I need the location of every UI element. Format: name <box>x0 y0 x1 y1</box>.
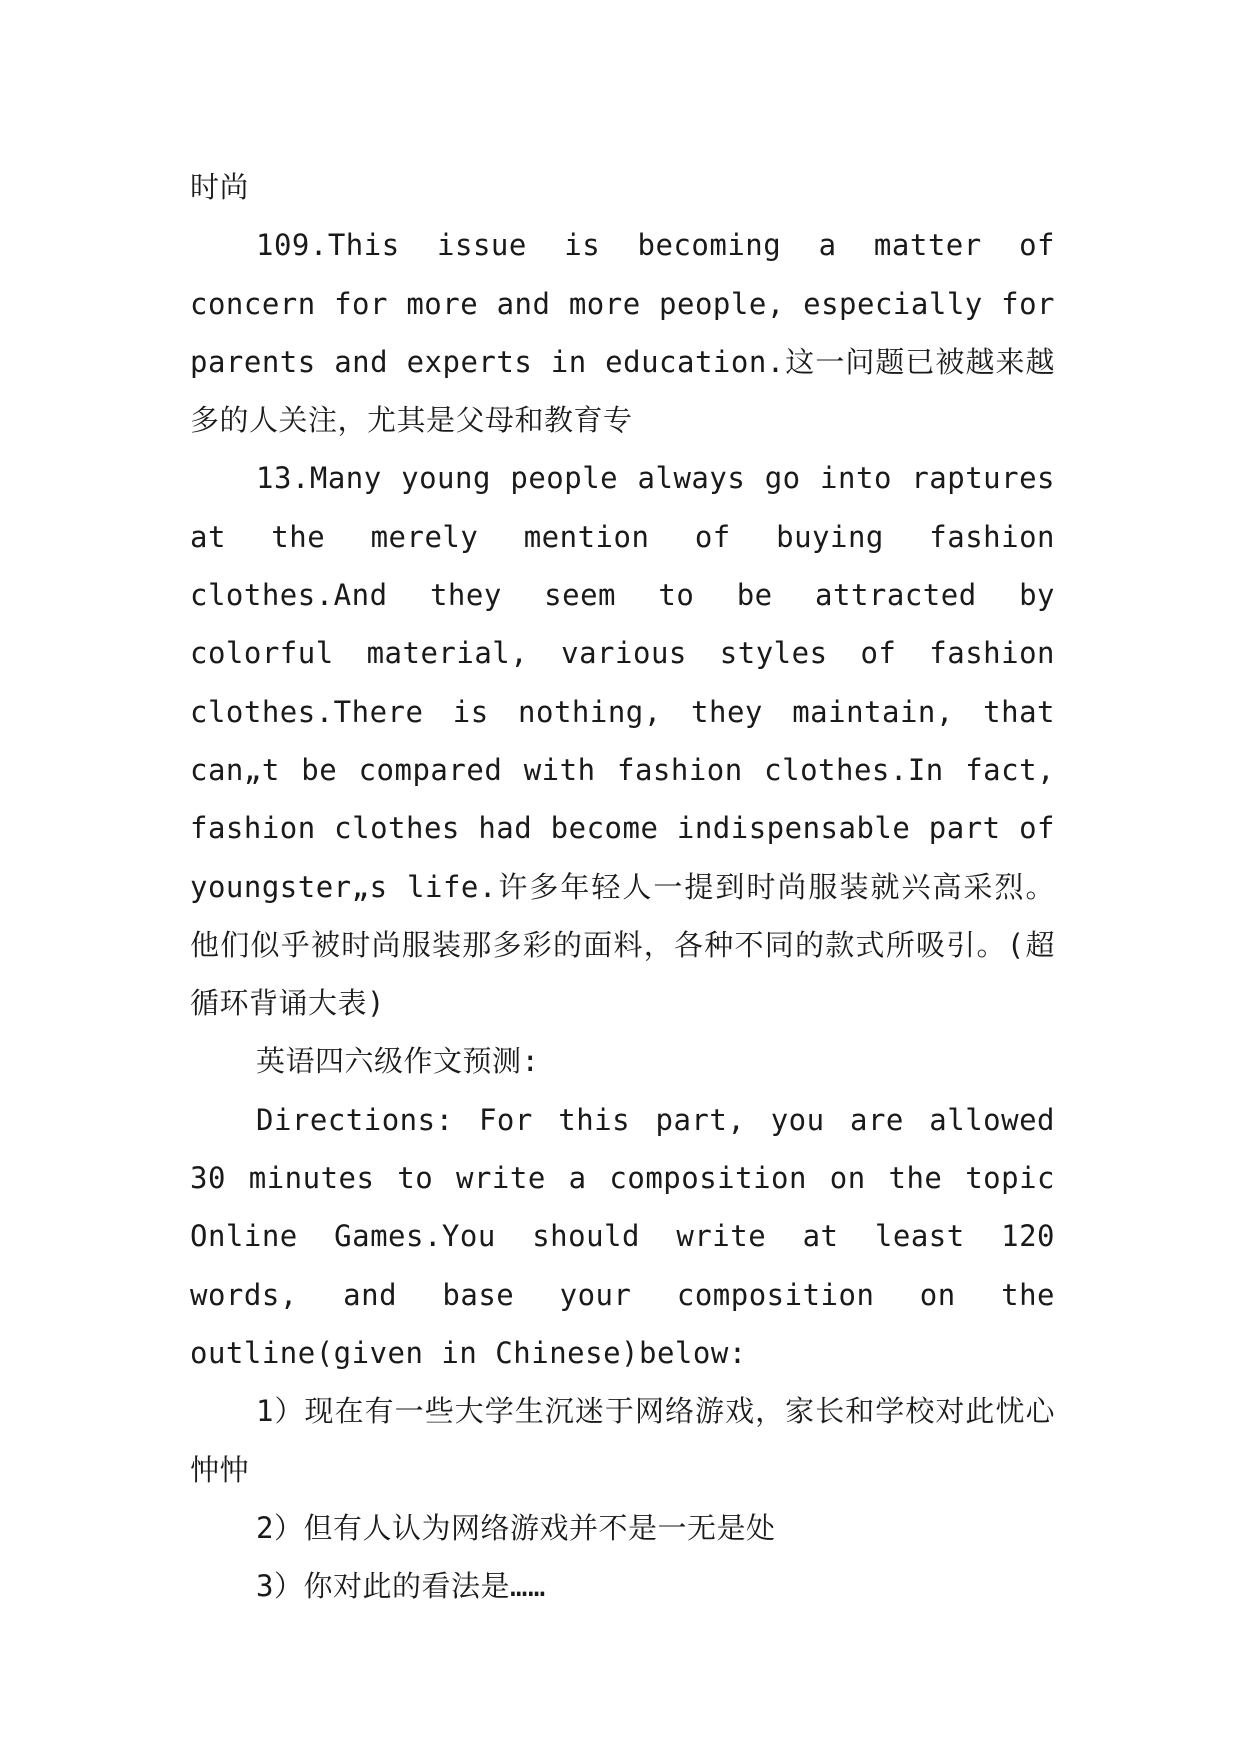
outline-item-1: 1）现在有一些大学生沉迷于网络游戏，家长和学校对此忧心忡忡 <box>190 1394 1055 1487</box>
paragraph-cet-prediction-heading: 英语四六级作文预测: <box>256 1044 540 1079</box>
paragraph-directions: Directions: For this part, you are allowed 30 minutes to write a composition on the topic Online Games.You should write at least 120 words, and base your composition on the outline(given in Chinese)below: <box>190 1102 1055 1370</box>
paragraph-13: 13.Many young people always go into raptures at the merely mention of buying fashion clothes.And they seem to be attracted by colorful material, various styles of fashion clothes.There is nothing, they maintain, that can„t be compared with fashion clothes.In fact, fashion clothes had become indispensable part of youngster„s life.许多年轻人一提到时尚服装就兴高采烈。他们似乎被时尚服装那多彩的面料，各种不同的款式所吸引。(超循环背诵大表) <box>190 461 1055 1021</box>
paragraph-109: 109.This issue is becoming a matter of concern for more and more people, especially for parents and experts in education.这一问题已被越来越多的人关注，尤其是父母和教育专 <box>190 228 1055 438</box>
document-body <box>190 158 1055 1615</box>
paragraph-fashion-heading: 时尚 <box>190 170 250 204</box>
outline-item-3: 3）你对此的看法是…… <box>256 1569 546 1604</box>
outline-item-2: 2）但有人认为网络游戏并不是一无是处 <box>256 1510 776 1545</box>
